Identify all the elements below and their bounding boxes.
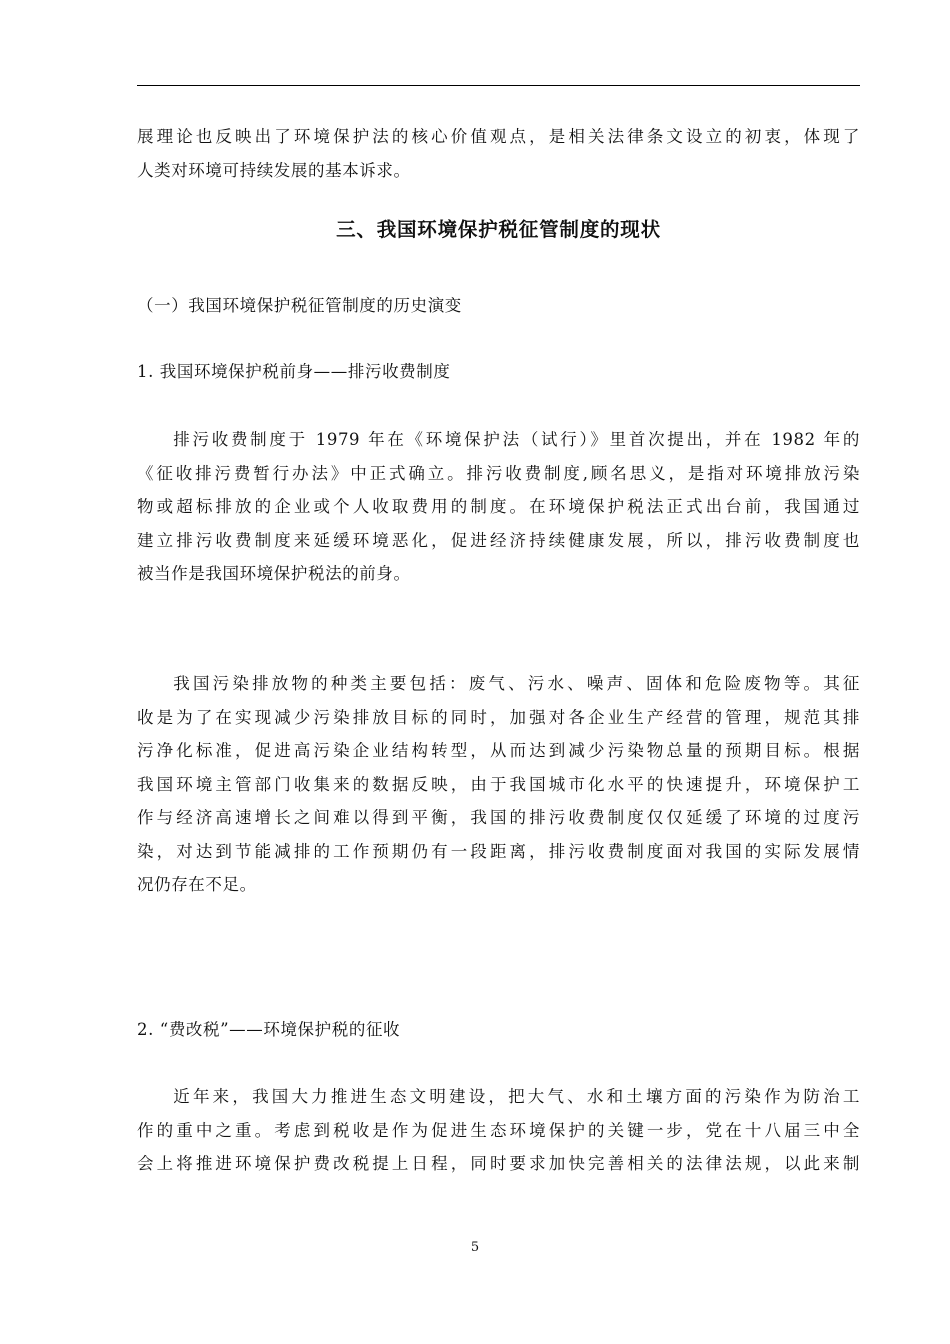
text-line: 作的重中之重。考虑到税收是作为促进生态环境保护的关键一步，党在十八届三中全: [137, 1120, 860, 1140]
paragraph-pollutant-types: [137, 667, 860, 902]
text-line: 被当作是我国环境保护税法的前身。: [137, 564, 411, 583]
item1-heading: 1. 我国环境保护税前身——排污收费制度: [137, 362, 451, 381]
text-line: 展理论也反映出了环境保护法的核心价值观点，是相关法律条文设立的初衷，体现了: [137, 127, 860, 146]
text-line: 建立排污收费制度来延缓环境恶化，促进经济持续健康发展，所以，排污收费制度也: [137, 530, 860, 550]
header-rule: [137, 85, 860, 86]
text-line: 排污收费制度于 1979 年在《环境保护法（试行）》里首次提出，并在 1982 年的: [173, 430, 860, 449]
continuation-paragraph: [137, 120, 860, 187]
text-line: 会上将推进环境保护费改税提上日程，同时要求加快完善相关的法律法规，以此来制: [137, 1154, 860, 1173]
text-line: 况仍存在不足。: [137, 875, 257, 894]
text-line: 物或超标排放的企业或个人收取费用的制度。在环境保护税法正式出台前，我国通过: [137, 497, 860, 516]
text-line: 作与经济高速增长之间难以得到平衡，我国的排污收费制度仅仅延缓了环境的过度污: [137, 808, 860, 827]
text-line: 染，对达到节能减排的工作预期仍有一段距离，排污收费制度面对我国的实际发展情: [137, 841, 860, 861]
text-line: 《征收排污费暂行办法》中正式确立。排污收费制度,顾名思义，是指对环境排放污染: [137, 463, 860, 483]
text-line: 污净化标准，促进高污染企业结构转型，从而达到减少污染物总量的预期目标。根据: [137, 741, 860, 760]
item2-heading: 2. “费改税”——环境保护税的征收: [137, 1020, 401, 1039]
page-number: 5: [470, 1240, 480, 1255]
paragraph-fee-to-tax: [137, 1080, 860, 1181]
subsection-heading: （一）我国环境保护税征管制度的历史演变: [137, 296, 462, 315]
section-title: 三、我国环境保护税征管制度的现状: [336, 218, 661, 241]
text-line: 近年来，我国大力推进生态文明建设，把大气、水和土壤方面的污染作为防治工: [173, 1087, 860, 1106]
paragraph-pollution-fee: [137, 423, 860, 591]
text-line: 我国环境主管部门收集来的数据反映，由于我国城市化水平的快速提升，环境保护工: [137, 774, 860, 794]
text-line: 人类对环境可持续发展的基本诉求。: [137, 160, 411, 180]
text-line: 收是为了在实现减少污染排放目标的同时，加强对各企业生产经营的管理，规范其排: [137, 707, 860, 727]
text-line: 我国污染排放物的种类主要包括：废气、污水、噪声、固体和危险废物等。其征: [173, 674, 860, 693]
